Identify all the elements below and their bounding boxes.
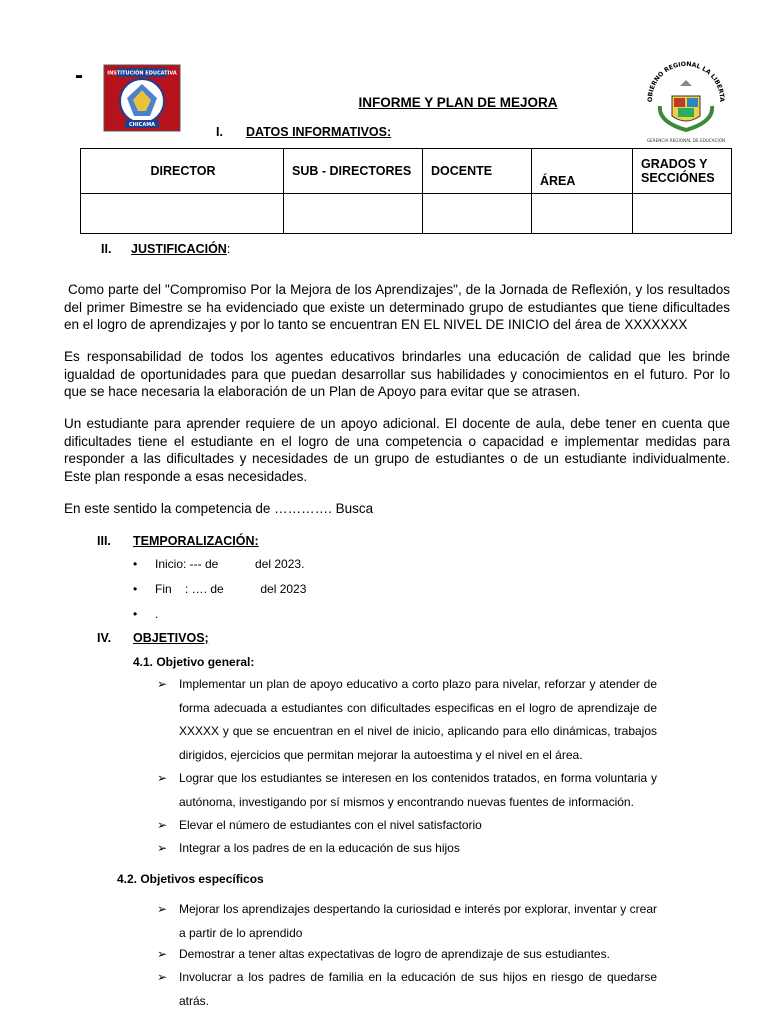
table-header-area: ÁREA: [532, 149, 633, 194]
justification-paragraph-3: Un estudiante para aprender requiere de un apoyo adicional. El docente de aula, debe tener en cuenta que dificultades tiene el estudiante en el logro de una competencia o capacidad e implementar medidas para responder a las dificultades y necesidades de un grupo de estudiantes o de un estudiante individualmente. Este plan responde a esas necesidades.: [64, 416, 730, 484]
objective-specific-title: 4.2. Objetivos específicos: [117, 872, 264, 886]
arrow-bullet-icon: ➢: [157, 902, 168, 916]
table-header-director: DIRECTOR: [81, 149, 284, 194]
specific-objective-item: ➢ Demostrar a tener altas expectativas de logro de aprendizaje de sus estudiantes.: [157, 943, 657, 967]
table-cell: [423, 194, 532, 234]
justification-paragraph-1: Como parte del "Compromiso Por la Mejora de los Aprendizajes", de la Jornada de Reflexión, y los resultados del primer Bimestre se ha evidenciado que existe un determinado grupo de estudiantes que tiene dificultades en el logro de aprendizajes y por lo tanto se encuentran EN EL NIVEL DE INICIO del área de XXXXXXX: [64, 282, 730, 332]
arrow-bullet-icon: ➢: [157, 970, 168, 984]
document-title: INFORME Y PLAN DE MEJORA: [358, 95, 558, 110]
section-justificacion: II. JUSTIFICACIÓN:: [101, 242, 231, 256]
general-objective-item: ➢ Integrar a los padres de en la educación de sus hijos: [157, 837, 657, 861]
schedule-item-empty: • .: [133, 607, 159, 621]
objective-general-title: 4.1. Objetivo general:: [133, 655, 255, 669]
general-objective-item: ➢ Implementar un plan de apoyo educativo a corto plazo para nivelar, reforzar y atender de forma adecuada a estudiantes con dificultades especificas en el logro de aprendizaje de XXXXX y que se encuentran en el nivel de inicio, aplicando para ello dinámicas, trabajos dirigidos, ejercicios que permitan mejorar la autoestima y el nivel en el área.: [157, 673, 657, 767]
section-temporalizacion: III. TEMPORALIZACIÓN:: [97, 534, 259, 548]
info-table: [80, 148, 732, 234]
arrow-bullet-icon: ➢: [157, 947, 168, 961]
section-objetivos: IV. OBJETIVOS;: [97, 631, 209, 645]
table-header-docente: DOCENTE: [423, 149, 532, 194]
general-objective-item: ➢ Lograr que los estudiantes se interesen en los contenidos tratados, en forma voluntaria y autónoma, investigando por sí mismos y encontrando nuevas fuentes de información.: [157, 767, 657, 814]
table-cell: [532, 194, 633, 234]
schedule-item-fin: • Fin : …. de del 2023: [133, 582, 307, 596]
arrow-bullet-icon: ➢: [157, 841, 168, 855]
arrow-bullet-icon: ➢: [157, 677, 168, 691]
logo-bottom-text: CHICAMA: [128, 122, 156, 128]
schedule-item-inicio: • Inicio: --- de del 2023.: [133, 557, 305, 571]
logo-top-text: INSTITUCIÓN EDUCATIVA: [107, 70, 177, 77]
general-objective-item: ➢ Elevar el número de estudiantes con el nivel satisfactorio: [157, 814, 657, 838]
table-cell: [81, 194, 284, 234]
specific-objective-item: ➢ Mejorar los aprendizajes despertando la curiosidad e interés por explorar, inventar y crear a partir de lo aprendido: [157, 898, 657, 945]
seal-caption: GERENCIA REGIONAL DE EDUCACIÓN: [646, 138, 726, 143]
table-cell: [633, 194, 732, 234]
header-dash: -: [75, 62, 83, 89]
justification-paragraph-4: En este sentido la competencia de …………. Busca: [64, 501, 374, 516]
seal-arc-text: OBIERNO REGIONAL LA LIBERTA: [646, 60, 726, 103]
table-cell: [284, 194, 423, 234]
table-header-grados: GRADOS Y SECCIÓNES: [633, 149, 732, 194]
section-datos-informativos: I. DATOS INFORMATIVOS:: [216, 125, 392, 139]
justification-paragraph-2: Es responsabilidad de todos los agentes educativos brindarles una educación de calidad que les brinde igualdad de oportunidades para que puedan desarrollar sus habilidades y conocimientos en el futuro. Por lo que se hace necesaria la elaboración de un Plan de Apoyo para evitar que se atrasen.: [64, 349, 730, 399]
arrow-bullet-icon: ➢: [157, 818, 168, 832]
specific-objective-item: ➢ Involucrar a los padres de familia en la educación de sus hijos en riesgo de quedarse atrás.: [157, 966, 657, 1013]
table-header-subdirectores: SUB - DIRECTORES: [284, 149, 423, 194]
arrow-bullet-icon: ➢: [157, 771, 168, 785]
